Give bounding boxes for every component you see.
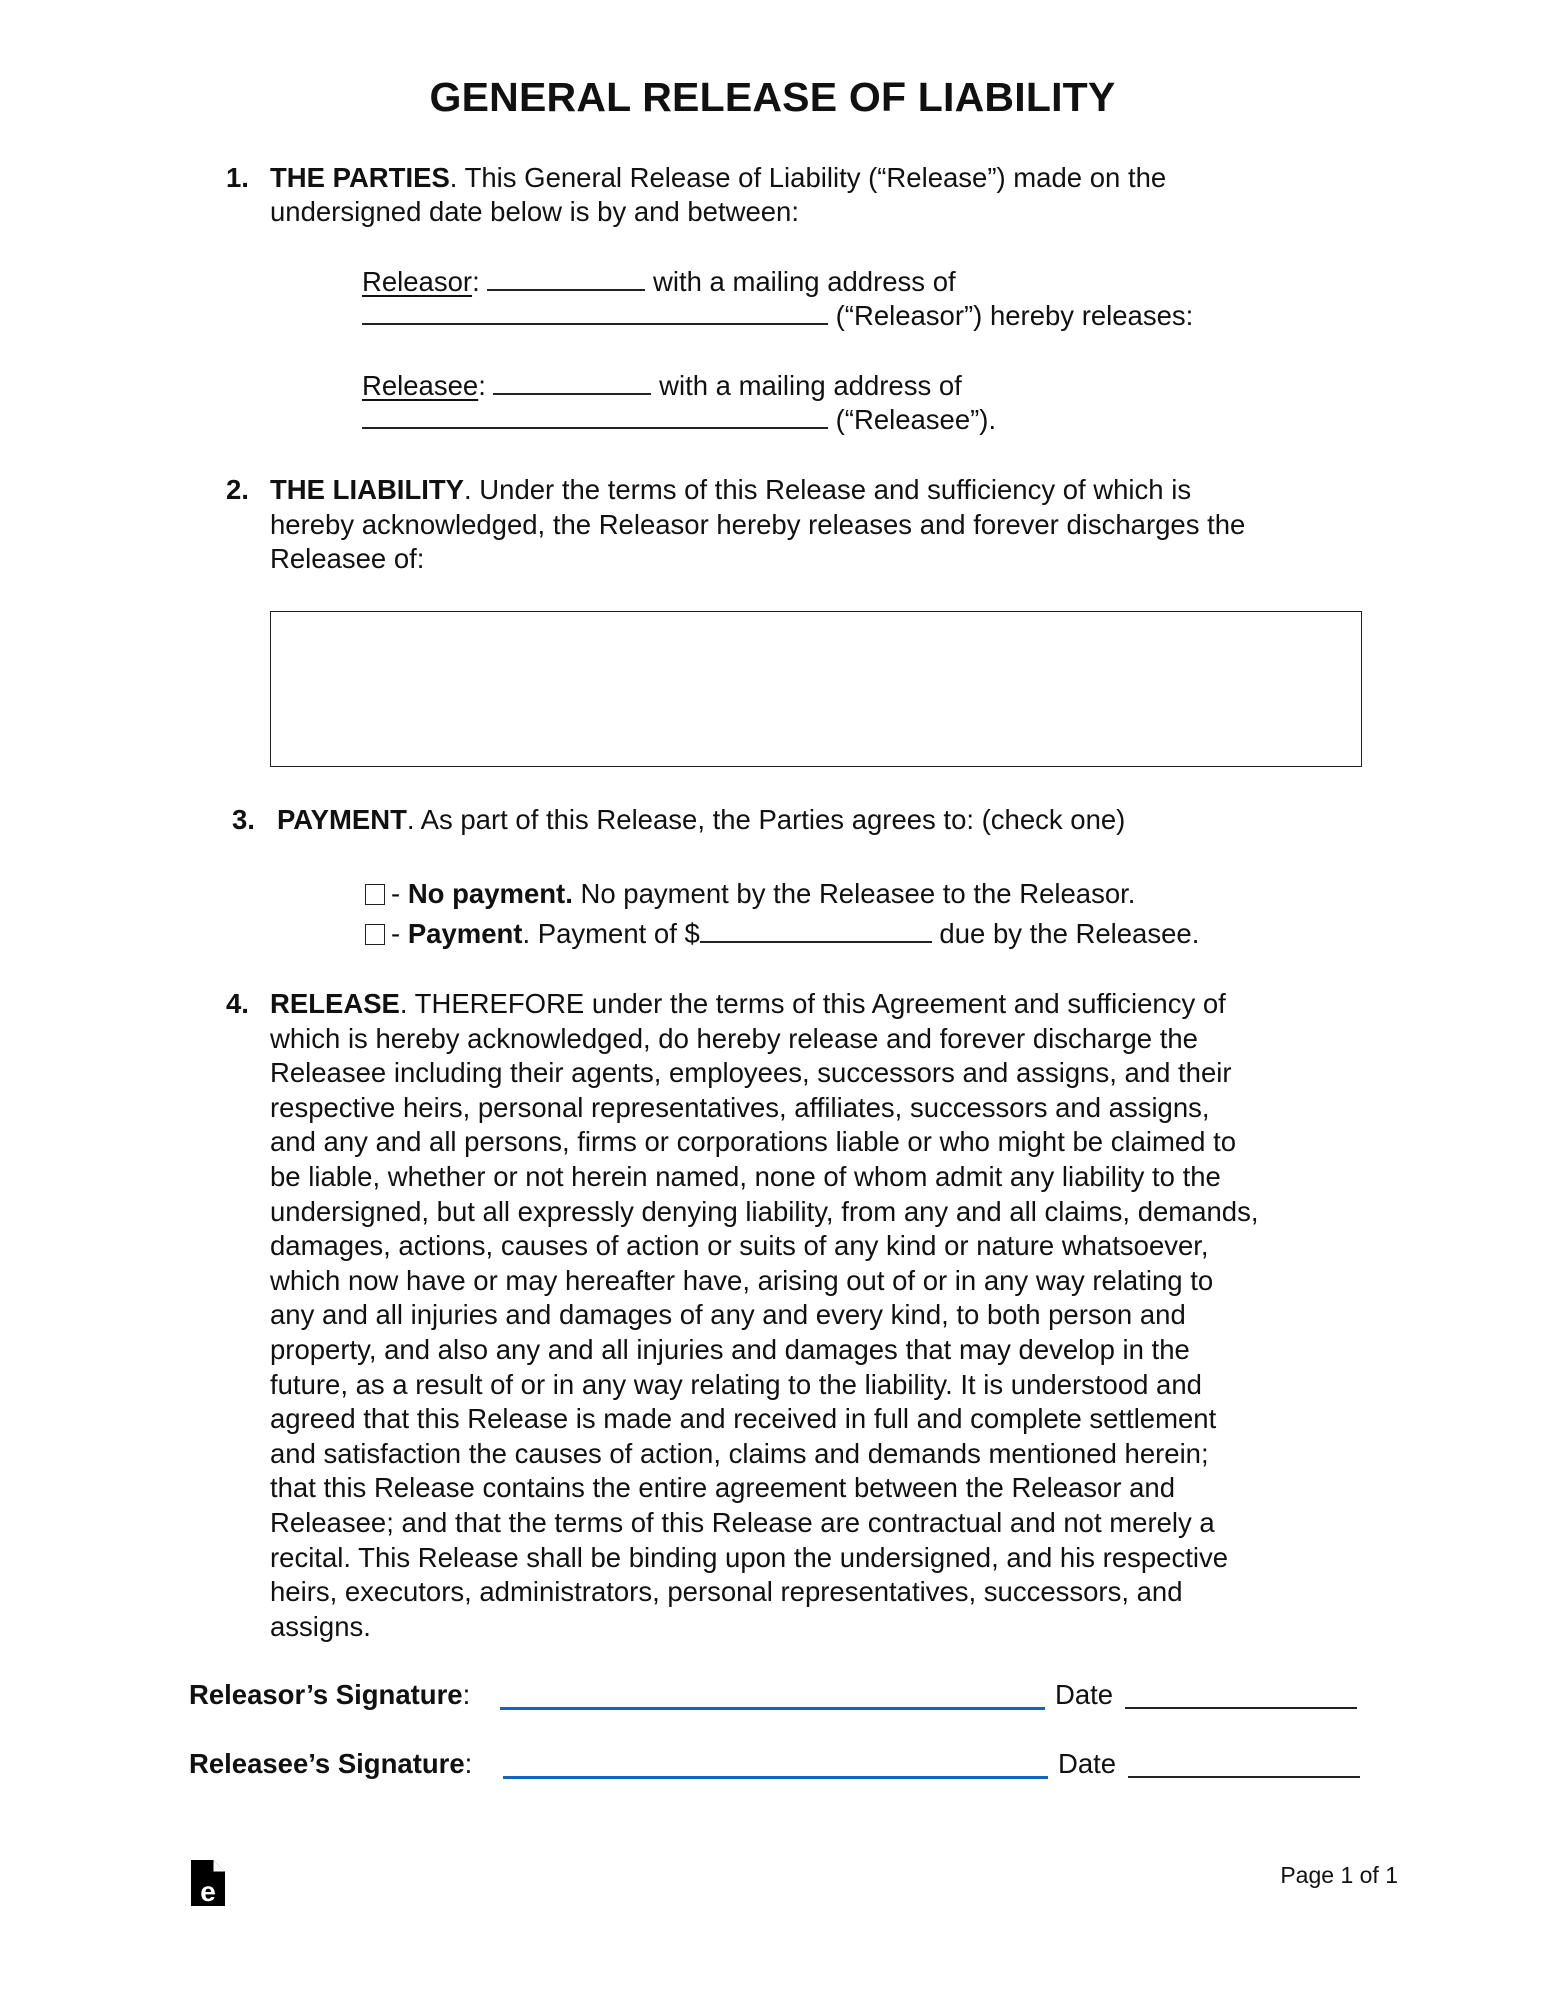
- releasor-address-field[interactable]: [362, 301, 828, 325]
- section-heading: THE LIABILITY: [270, 474, 465, 505]
- releasee-suffix: (“Releasee”).: [835, 404, 997, 435]
- payment-option-no-payment: [365, 877, 1135, 912]
- releasor-colon: :: [472, 266, 480, 297]
- section-liability-line-3: Releasee of:: [270, 543, 425, 574]
- option-text: No payment by the Releasee to the Releasor.: [580, 878, 1136, 909]
- section-liability-line-2: hereby acknowledged, the Releasor hereby releases and forever discharges the: [270, 509, 1246, 540]
- release-line: which is hereby acknowledged, do hereby release and forever discharge the: [270, 1022, 1198, 1054]
- release-line: which now have or may hereafter have, arising out of or in any way relating to: [270, 1264, 1214, 1296]
- releasee-signature-label: Releasee’s Signature:: [189, 1748, 473, 1779]
- section-number: 3.: [232, 804, 255, 835]
- releasor-label: Releasor: [362, 266, 473, 297]
- section-number: 2.: [226, 474, 249, 505]
- releasor-date-label: Date: [1055, 1679, 1114, 1710]
- releasee-address-text: with a mailing address of: [659, 370, 962, 401]
- release-line: any and all injuries and damages of any and every kind, to both person and: [270, 1299, 1186, 1331]
- section-heading: THE PARTIES: [270, 162, 450, 193]
- release-line: Releasee including their agents, employees, successors and assigns, and their: [270, 1057, 1232, 1089]
- releasor-signature-field[interactable]: [500, 1707, 1045, 1710]
- release-line: agreed that this Release is made and received in full and complete settlement: [270, 1403, 1217, 1435]
- releasor-date-field[interactable]: [1125, 1707, 1357, 1709]
- release-line: assigns.: [270, 1610, 371, 1642]
- release-line: heirs, executors, administrators, personal representatives, successors, and: [270, 1576, 1183, 1608]
- section-text: . Under the terms of this Release and sufficiency of which is: [464, 474, 1192, 505]
- section-text: . As part of this Release, the Parties agrees to: (check one): [406, 804, 1126, 835]
- section-release-body: [270, 987, 1258, 1644]
- payment-checkbox[interactable]: [365, 924, 385, 945]
- liability-description-box[interactable]: [270, 611, 1362, 767]
- section-heading: PAYMENT: [277, 804, 407, 835]
- releasee-colon: :: [478, 370, 486, 401]
- option-dash: -: [391, 878, 401, 909]
- release-line: [270, 987, 1258, 1022]
- section-payment-line-1: [277, 803, 1125, 838]
- release-line: and any and all persons, firms or corporations liable or who might be claimed to: [270, 1126, 1237, 1158]
- release-line: be liable, whether or not herein named, none of whom admit any liability to the: [270, 1160, 1221, 1192]
- option-dash: -: [391, 918, 401, 949]
- option-text-before: . Payment of $: [522, 918, 700, 949]
- releasor-suffix: (“Releasor”) hereby releases:: [835, 300, 1194, 331]
- releasee-date-label: Date: [1058, 1748, 1117, 1779]
- release-line: and satisfaction the causes of action, claims and demands mentioned herein;: [270, 1437, 1209, 1469]
- section-parties-line-1: [270, 161, 1166, 196]
- section-parties-line-2: undersigned date below is by and between:: [270, 196, 799, 227]
- releasor-address-text: with a mailing address of: [652, 266, 956, 297]
- releasee-address-field[interactable]: [362, 405, 828, 429]
- release-line: future, as a result of or in any way relating to the liability. It is understood and: [270, 1368, 1202, 1400]
- section-text: . This General Release of Liability (“Release”) made on the: [449, 162, 1167, 193]
- release-line: Releasee; and that the terms of this Release are contractual and not merely a: [270, 1506, 1215, 1538]
- releasee-line-2: [362, 403, 996, 438]
- releasee-label: Releasee: [362, 370, 479, 401]
- section-heading: RELEASE: [270, 988, 400, 1019]
- option-bold-label: No payment.: [407, 878, 573, 909]
- releasor-name-field[interactable]: [487, 267, 645, 291]
- releasee-signature-field[interactable]: [503, 1776, 1048, 1779]
- section-number: 1.: [226, 162, 249, 193]
- no-payment-checkbox[interactable]: [365, 884, 385, 905]
- releasee-name-field[interactable]: [493, 371, 651, 395]
- document-title: GENERAL RELEASE OF LIABILITY: [429, 74, 1116, 120]
- release-line: respective heirs, personal representatives, affiliates, successors and assigns,: [270, 1091, 1210, 1123]
- section-liability-line-1: [270, 473, 1191, 508]
- release-line: that this Release contains the entire agreement between the Releasor and: [270, 1472, 1176, 1504]
- payment-amount-field[interactable]: [700, 919, 932, 943]
- document-e-icon: [191, 1860, 225, 1906]
- svg-text:e: e: [200, 1876, 216, 1906]
- release-line: undersigned, but all expressly denying liability, from any and all claims, demands,: [270, 1195, 1259, 1227]
- option-text-after: due by the Releasee.: [939, 918, 1200, 949]
- release-line: recital. This Release shall be binding upon the undersigned, and his respective: [270, 1541, 1229, 1573]
- release-line: damages, actions, causes of action or suits of any kind or nature whatsoever,: [270, 1230, 1209, 1262]
- payment-option-payment: [365, 917, 1199, 952]
- releasor-signature-label: Releasor’s Signature:: [189, 1679, 471, 1710]
- releasor-line-2: [362, 299, 1193, 334]
- section-number: 4.: [226, 988, 249, 1019]
- releasee-date-field[interactable]: [1128, 1776, 1360, 1778]
- release-line: property, and also any and all injuries and damages that may develop in the: [270, 1333, 1190, 1365]
- option-bold-label: Payment: [407, 918, 523, 949]
- section-text: . THEREFORE under the terms of this Agreement and sufficiency of: [399, 988, 1226, 1019]
- releasee-line-1: [362, 369, 962, 404]
- releasor-line-1: [362, 265, 956, 300]
- page-number: Page 1 of 1: [1280, 1862, 1398, 1888]
